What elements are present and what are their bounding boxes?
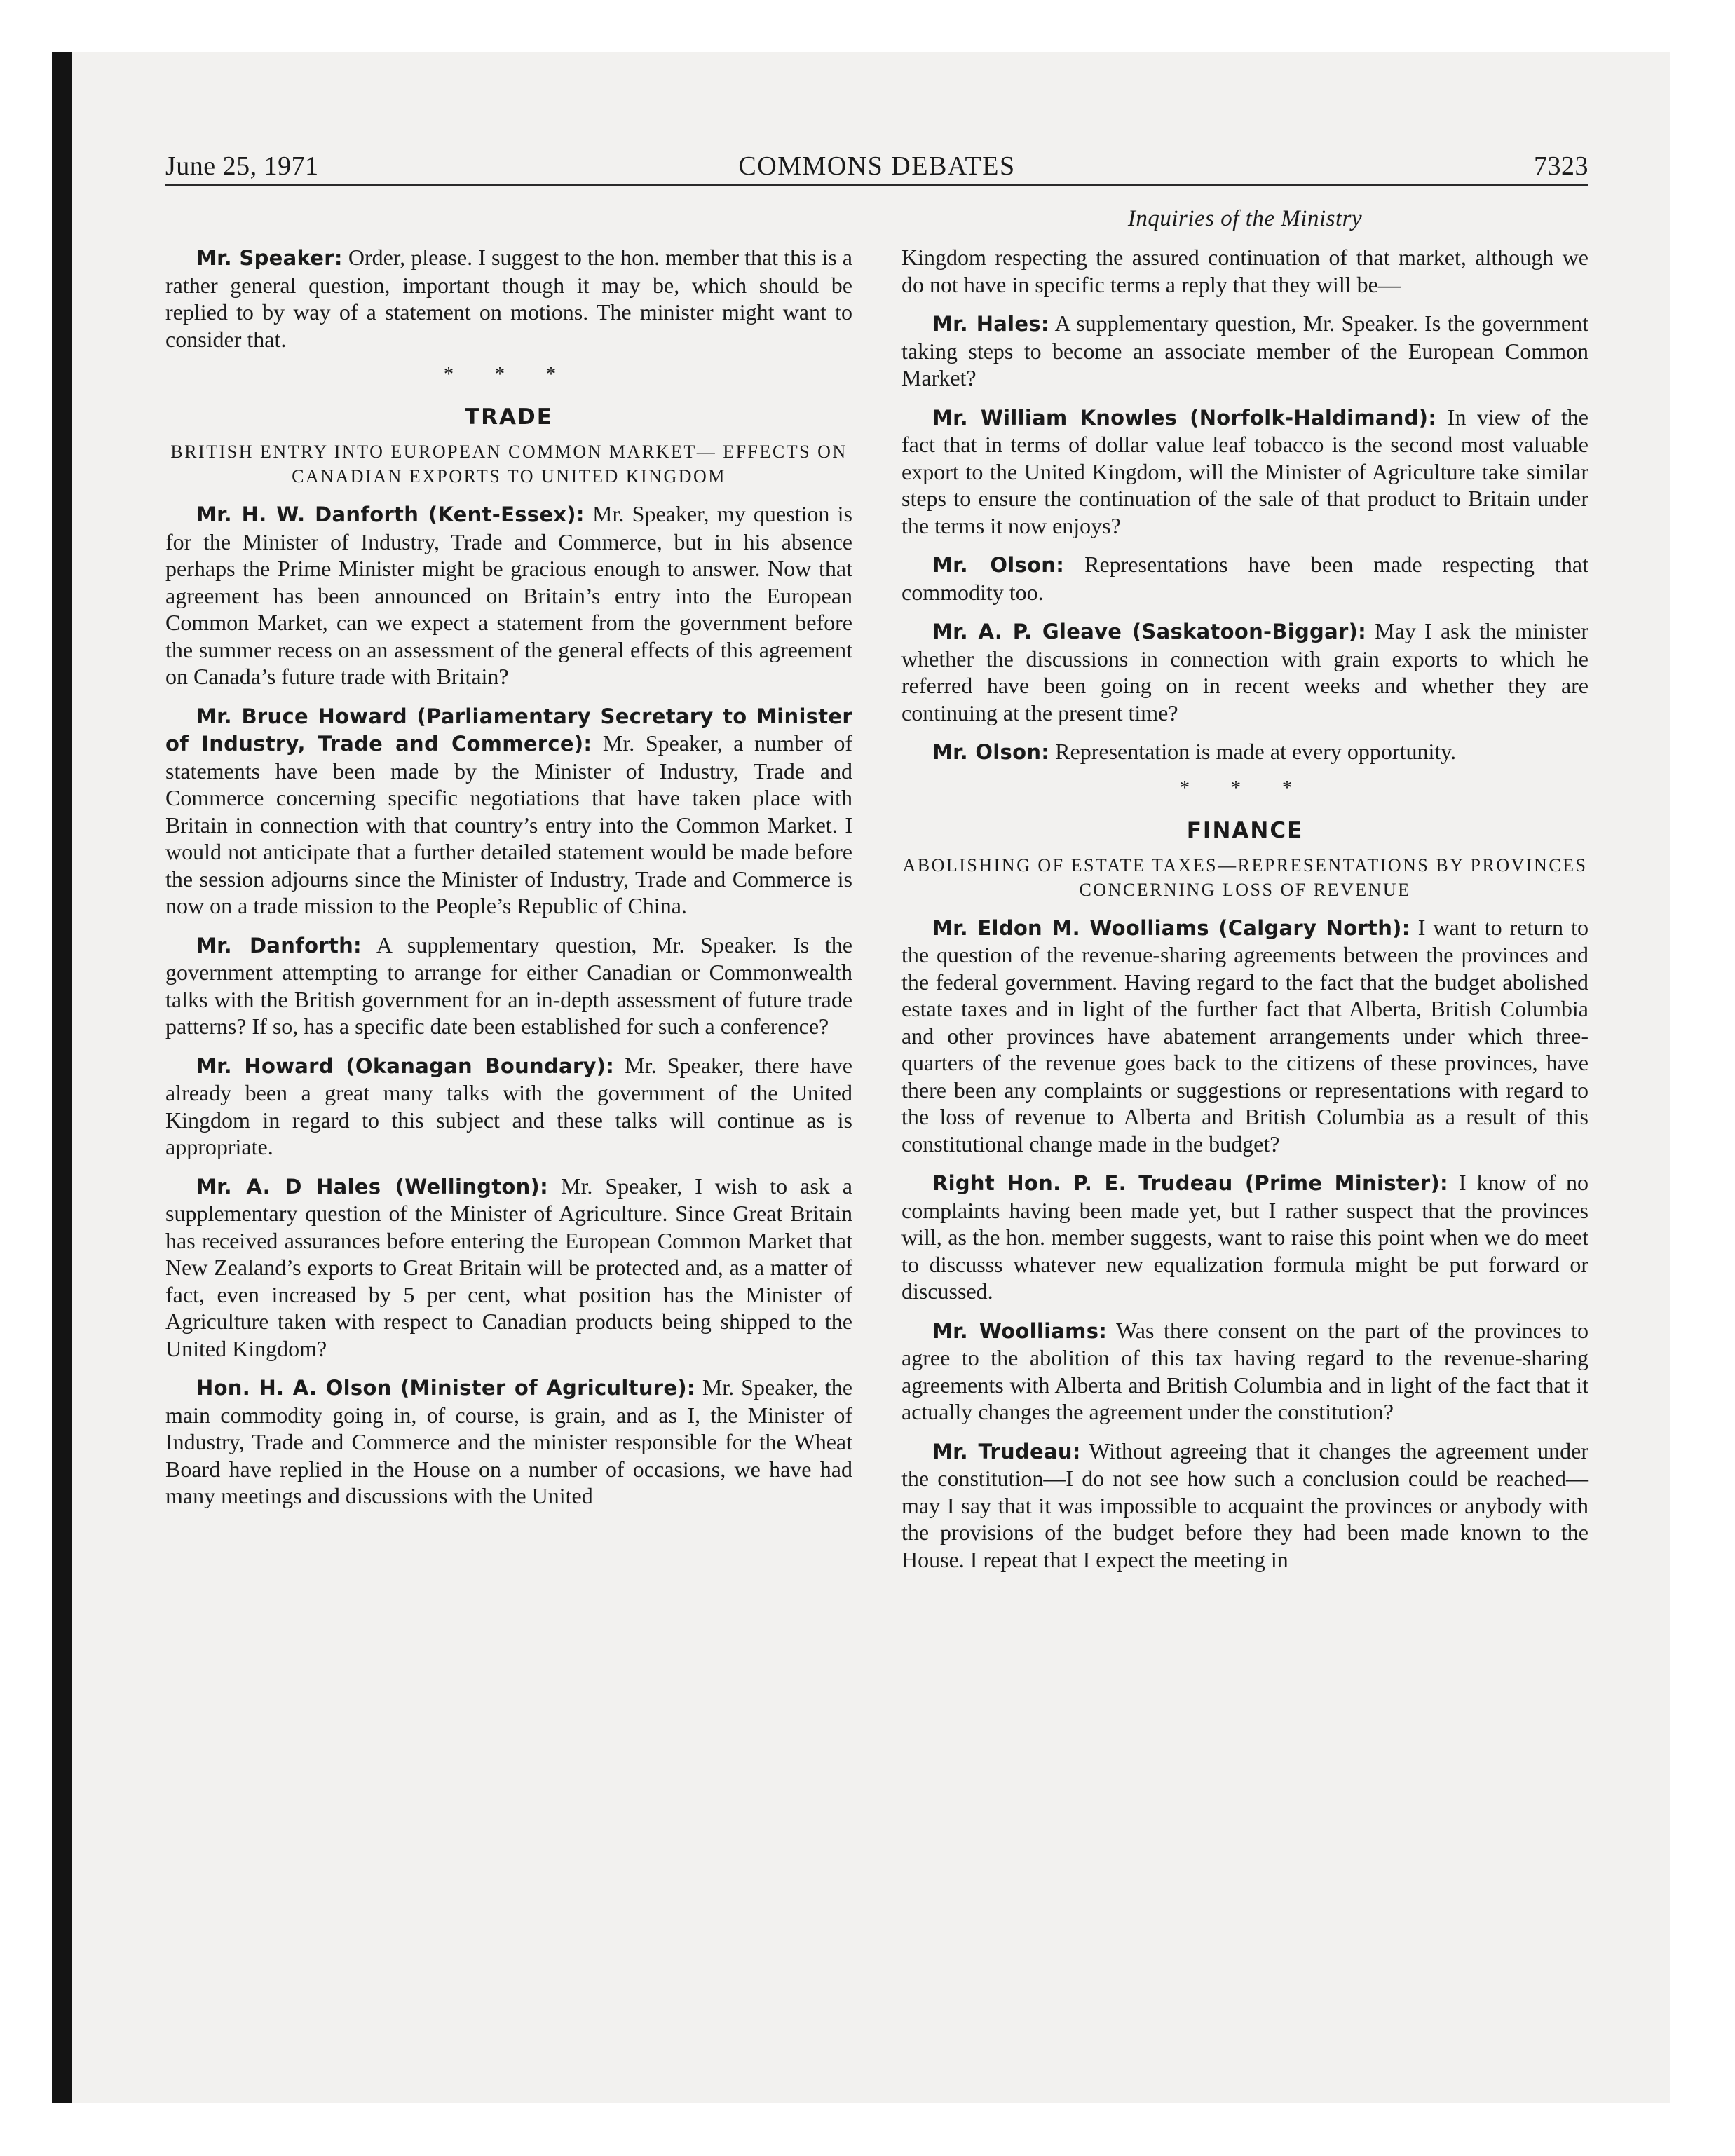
speaker-name: Mr. Olson:: [932, 553, 1065, 577]
speech-paragraph: [901, 310, 1588, 392]
page-header: [165, 150, 1588, 182]
speech-text: Mr. Speaker, a number of statements have been made by the Minister of Industry, Trade and Commerce concerning specific negotiations that have taken place with Britain in connection with that country’s entry into the Common Market. I would not anticipate that a further detailed statement would be made before the session adjourns since the Minister of Industry, Trade and Commerce is now on a trade mission to the People’s Republic of China.: [165, 730, 853, 918]
speech-paragraph: [901, 914, 1588, 1158]
speaker-name: Mr. Howard (Okanagan Boundary):: [196, 1053, 615, 1078]
header-title: COMMONS DEBATES: [738, 151, 1016, 181]
speech-paragraph: [165, 1173, 852, 1363]
speech-text: May I ask the minister whether the discussions in connection with grain exports to which he referred have been going on in recent weeks and whether they are continuing at the present time?: [901, 618, 1588, 725]
page-number: 7323: [1534, 151, 1588, 181]
speech-text: I know of no complaints having been made yet, but I rather suspect that the provinces will, as the hon. member suggests, want to raise this point when we do meet to discusss whatever new equalization formula might be put forward or discussed.: [901, 1170, 1589, 1304]
header-rule: [165, 184, 1588, 186]
section-heading: TRADE: [465, 404, 553, 430]
speech-paragraph: [901, 618, 1588, 726]
speech-text: Kingdom respecting the assured continuation of that market, although we do not have in specific terms a reply that they will be—: [901, 245, 1588, 297]
speaker-name: Mr. A. P. Gleave (Saskatoon-Biggar):: [932, 620, 1367, 643]
speech-text: Mr. Speaker, there have already been a great many talks with the government of the United Kingdom in regard to this subject and these talks will continue as is appropriate.: [165, 1052, 853, 1159]
speaker-name: Mr. H. W. Danforth (Kent-Essex):: [196, 503, 585, 526]
scan-binding-edge: [52, 52, 72, 2103]
speaker-name: Mr. Danforth:: [196, 933, 362, 957]
speaker-name: Right Hon. P. E. Trudeau (Prime Minister):: [932, 1171, 1448, 1195]
speech-text: Mr. Speaker, the main commodity going in, of course, is grain, and as I, the Minister of Industry, Trade and Commerce and the minister responsible for the Wheat Board have replied in the House on a number of occasions, we have had many meetings and discussions with the United: [165, 1374, 853, 1508]
speech-text: Mr. Speaker, I wish to ask a supplementary question of the Minister of Agriculture. Since Great Britain has received assurances before entering the European Common Market that New Zealand’s exports to Great Britain will be protected and, as a matter of fact, even increased by 5 per cent, what position has the Minister of Agriculture taken with respect to Canadian products being shipped to the United Kingdom?: [165, 1173, 853, 1361]
speaker-name: Mr. William Knowles (Norfolk-Haldimand):: [932, 405, 1437, 430]
speaker-name: Mr. Eldon M. Woolliams (Calgary North):: [932, 915, 1410, 940]
speaker-name: Mr. Bruce Howard (Parliamentary Secretary to Minister of Industry, Trade and Commerce):: [165, 704, 852, 756]
speech-paragraph: [901, 404, 1588, 540]
speaker-name: Mr. Woolliams:: [932, 1318, 1108, 1343]
speech-paragraph: [165, 244, 852, 353]
speech-text: Order, please. I suggest to the hon. member that this is a rather general question, important though it may be, which should be replied to by way of a statement on motions. The minister might want to consider that.: [165, 245, 853, 352]
speech-paragraph: [901, 738, 1588, 766]
speaker-name: Mr. Hales:: [932, 312, 1049, 336]
section-separator: * * *: [1180, 777, 1310, 799]
speech-paragraph: [165, 932, 852, 1040]
speaker-name: Hon. H. A. Olson (Minister of Agriculture):: [196, 1376, 695, 1400]
speaker-name: Mr. A. D Hales (Wellington):: [196, 1174, 548, 1199]
section-heading: FINANCE: [1186, 817, 1304, 843]
speech-paragraph: [901, 244, 1588, 298]
right-column: [901, 244, 1588, 1573]
speech-paragraph: [901, 1317, 1588, 1426]
speech-paragraph: [901, 1169, 1588, 1305]
speech-paragraph: [165, 1052, 852, 1161]
section-subheading: BRITISH ENTRY INTO EUROPEAN COMMON MARKET— EFFECTS ON CANADIAN EXPORTS TO UNITED KINGDOM: [170, 442, 848, 486]
speaker-name: Mr. Speaker:: [196, 246, 343, 270]
header-date: June 25, 1971: [165, 151, 319, 181]
speech-paragraph: [165, 1374, 852, 1510]
document-page: [165, 0, 1588, 2033]
speech-text: A supplementary question, Mr. Speaker. Is the government taking steps to become an associate member of the European Common Market?: [901, 311, 1589, 390]
section-subheading: ABOLISHING OF ESTATE TAXES—REPRESENTATIONS BY PROVINCES CONCERNING LOSS OF REVENUE: [902, 854, 1588, 900]
speech-paragraph: [165, 702, 852, 920]
speech-text: In view of the fact that in terms of dollar value leaf tobacco is the second most valuable export to the United Kingdom, will the Minister of Agriculture take similar steps to ensure the continuation of the sale of that product to Britain under the terms it now enjoys?: [901, 404, 1589, 538]
speech-text: A supplementary question, Mr. Speaker. Is the government attempting to arrange for either Canadian or Commonwealth talks with the British government for an in-depth assessment of future trade patterns? If so, has a specific date been established for such a conference?: [165, 932, 853, 1039]
left-column: [165, 244, 852, 1510]
running-head: Inquiries of the Ministry: [1127, 206, 1363, 231]
speaker-name: Mr. Olson:: [932, 740, 1050, 764]
speech-paragraph: [901, 551, 1588, 606]
speech-text: Was there consent on the part of the provinces to agree to the abolition of this tax having regard to the revenue-sharing agreements with Alberta and British Columbia and in light of the fact that it actually changes the agreement under the constitution?: [901, 1317, 1589, 1424]
speech-text: Representations have been made respecting that commodity too.: [901, 552, 1588, 605]
speech-text: Representation is made at every opportunity.: [1055, 739, 1457, 764]
speech-text: I want to return to the question of the revenue-sharing agreements between the provinces and the federal government. Having regard to the fact that the budget abolished estate taxes and in light of the further fact that Alberta, British Columbia and other provinces have abatement arrangements under which three-quarters of the revenue goes back to the citizens of these provinces, have there been any complaints or suggestions or representations with regard to the loss of revenue to Alberta and British Columbia as a result of this constitutional change made in the budget?: [901, 914, 1589, 1157]
speech-paragraph: [165, 500, 852, 690]
speech-paragraph: [901, 1438, 1588, 1574]
speech-text: Mr. Speaker, my question is for the Minister of Industry, Trade and Commerce, but in his absence perhaps the Prime Minister might be gracious enough to answer. Now that agreement has been announced on Britain’s entry into the European Common Market, can we expect a statement from the government before the summer recess on an assessment of the general effects of this agreement on Canada’s future trade with Britain?: [165, 501, 853, 689]
section-separator: * * *: [444, 364, 574, 386]
speech-text: Without agreeing that it changes the agreement under the constitution—I do not see how such a conclusion could be reached—may I say that it was impossible to acquaint the provinces or anybody with the provisions of the budget before they had been made known to the House. I repeat that I expect the meeting in: [901, 1438, 1588, 1572]
speaker-name: Mr. Trudeau:: [932, 1439, 1081, 1464]
